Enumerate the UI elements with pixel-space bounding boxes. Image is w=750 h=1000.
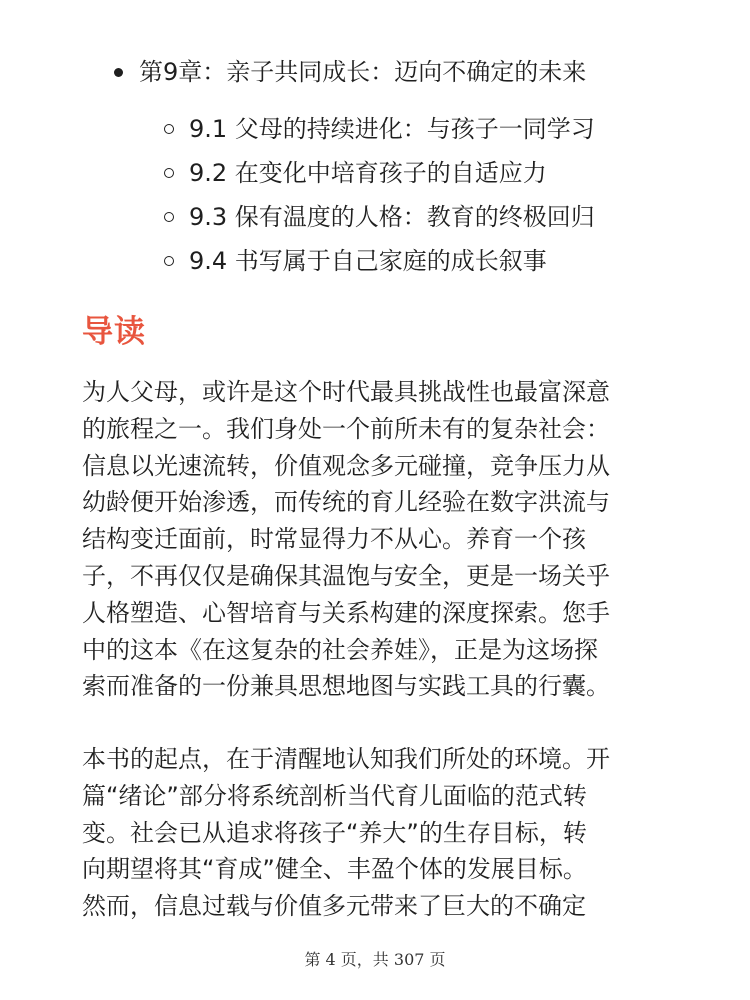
section-heading: 导读	[82, 314, 146, 350]
paragraph	[82, 741, 672, 925]
text-line: 子，不再仅仅是确保其温饱与安全，更是一场关乎	[82, 561, 610, 590]
section-item	[164, 239, 595, 283]
text-line: 变。社会已从追求将孩子“养大”的生存目标，转	[82, 818, 587, 847]
text-line: 篇“绪论”部分将系统剖析当代育儿面临的范式转	[82, 781, 587, 810]
section-item	[164, 151, 595, 195]
bullet-circle-icon	[164, 256, 174, 266]
text-line: 幼龄便开始渗透，而传统的育儿经验在数字洪流与	[82, 488, 610, 517]
page-number: 第 4 页，共 307 页	[304, 950, 446, 969]
text-line: 信息以光速流转，价值观念多元碰撞，竞争压力从	[82, 451, 610, 480]
section-title: 9.4 书写属于自己家庭的成长叙事	[189, 247, 547, 275]
section-list	[164, 107, 595, 283]
text-line: 为人父母，或许是这个时代最具挑战性也最富深意	[82, 378, 610, 406]
section-title: 9.1 父母的持续进化：与孩子一同学习	[189, 115, 595, 143]
section-title: 9.3 保有温度的人格：教育的终极回归	[189, 203, 595, 231]
text-line: 向期望将其“育成”健全、丰盈个体的发展目标。	[82, 855, 587, 884]
bullet-circle-icon	[164, 168, 174, 178]
text-line: 的旅程之一。我们身处一个前所未有的复杂社会：	[82, 414, 610, 443]
bullet-circle-icon	[164, 124, 174, 134]
chapter-title: 第9章：亲子共同成长：迈向不确定的未来	[139, 58, 587, 86]
text-line: 结构变迁面前，时常显得力不从心。养育一个孩	[82, 525, 586, 554]
chapter-item	[112, 52, 586, 92]
bullet-circle-icon	[164, 212, 174, 222]
section-title: 9.2 在变化中培育孩子的自适应力	[189, 159, 547, 187]
text-line: 中的这本《在这复杂的社会养娃》，正是为这场探	[82, 635, 598, 664]
text-line: 本书的起点，在于清醒地认知我们所处的环境。开	[82, 745, 610, 773]
text-line: 人格塑造、心智培育与关系构建的深度探索。您手	[82, 598, 610, 627]
bullet-disc-icon	[114, 68, 123, 77]
section-item	[164, 107, 595, 151]
text-line: 然而，信息过载与价值多元带来了巨大的不确定	[82, 892, 586, 921]
text-line: 索而准备的一份兼具思想地图与实践工具的行囊。	[82, 672, 610, 701]
paragraph	[82, 374, 672, 705]
section-item	[164, 195, 595, 239]
